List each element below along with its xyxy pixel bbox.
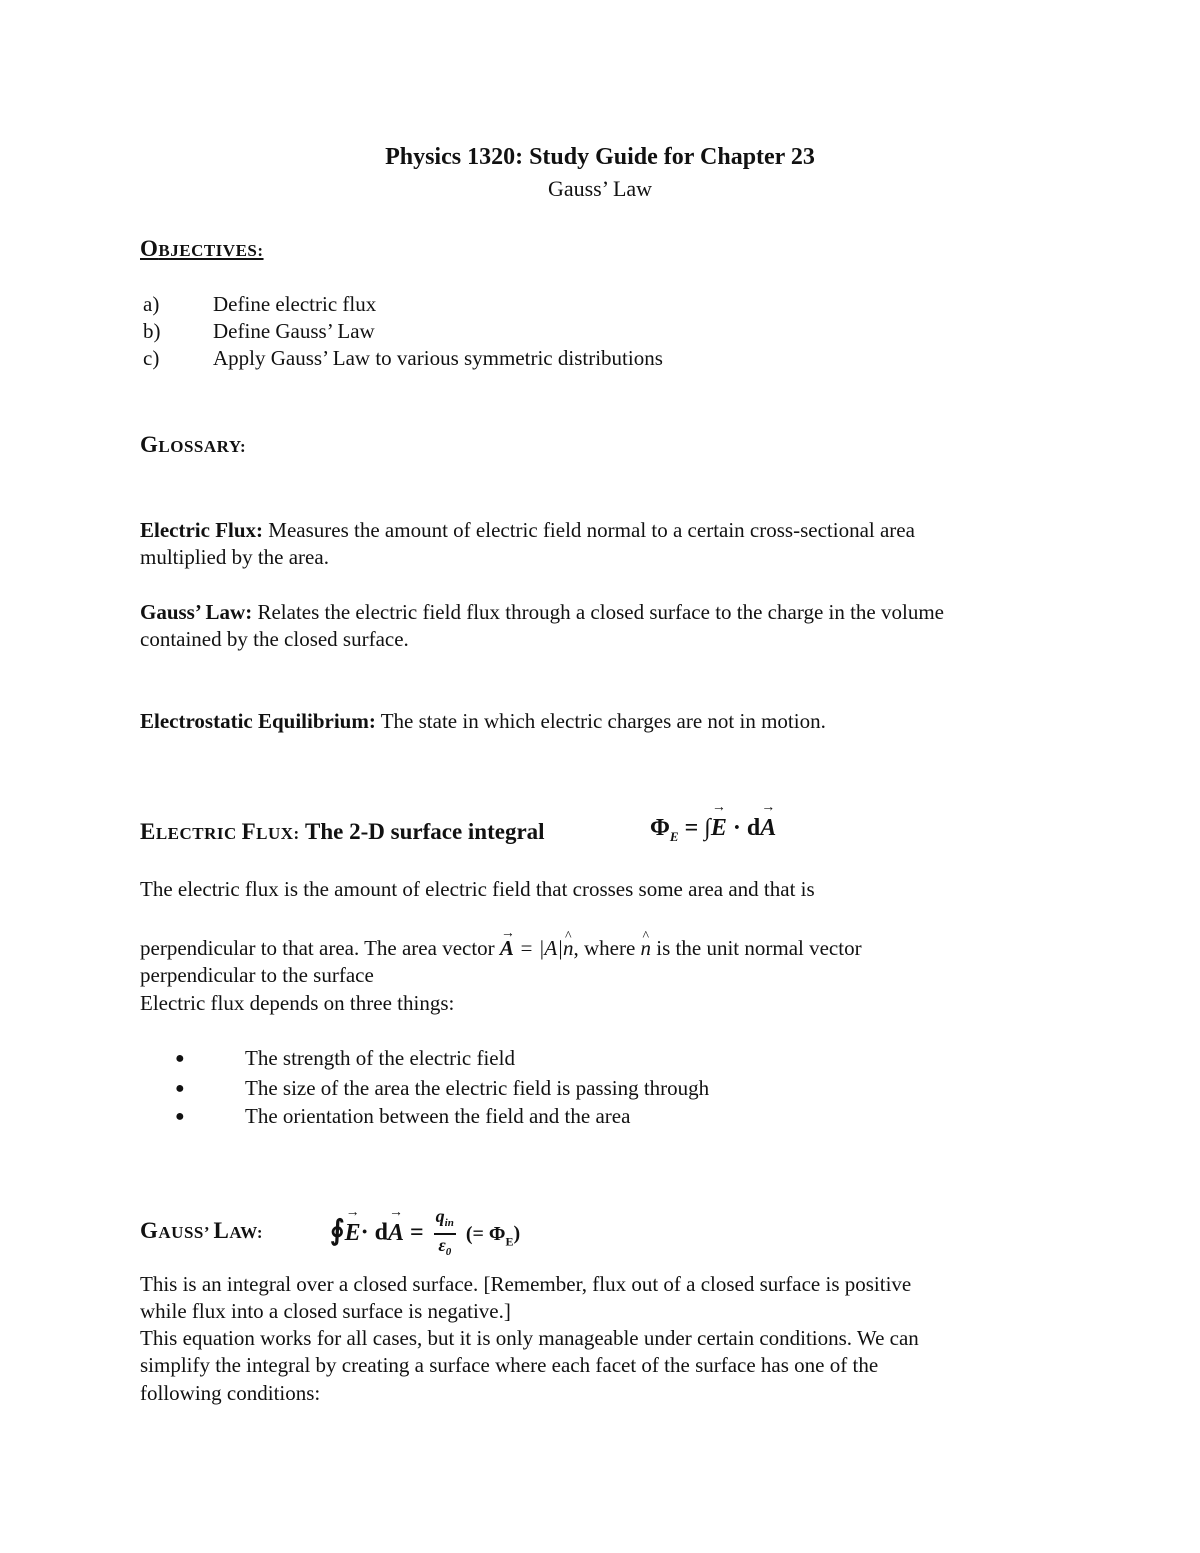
gauss-paragraph: This is an integral over a closed surface. [Remember, flux out of a closed surface is positive [140,1272,912,1296]
page-subtitle: Gauss’ Law [547,176,653,201]
glossary-entry-gauss-law: Gauss’ Law: Relates the electric field flux through a closed surface to the charge in the volume [140,600,944,624]
page-title: Physics 1320: Study Guide for Chapter 23 [385,144,815,170]
glossary-entry-line: multiplied by the area. [140,545,329,569]
gauss-paragraph: simplify the integral by creating a surface where each facet of the surface has one of the [140,1353,879,1377]
bullet-icon: ● [175,1108,185,1125]
flux-paragraph: The electric flux is the amount of electric field that crosses some area and that is [140,877,815,901]
list-item: ● The orientation between the field and the area [175,1104,631,1128]
glossary-entry-line: contained by the closed surface. [140,627,409,651]
flux-paragraph: perpendicular to that area. The area vector → A = |A|^ n, where ^ n is the unit normal vector [140,935,862,962]
objective-item: a) Define electric flux [143,292,377,316]
electric-flux-heading: ELECTRIC FLUX: The 2-D surface integral [140,819,545,844]
gauss-paragraph: This equation works for all cases, but it is only manageable under certain conditions. We can [140,1326,919,1350]
fraction: $\frac{q_{in}}{\varepsilon_0}$ [435,1206,454,1259]
flux-equation: $\Phi_E$ = ∫→ E · d→ A [650,815,776,845]
glossary-heading: GLOSSARY: [140,432,247,457]
gauss-law-heading: GAUSS’ LAW: [140,1218,263,1243]
objective-item: b) Define Gauss’ Law [143,319,375,343]
bullet-icon: ● [175,1050,185,1067]
list-item: ● The strength of the electric field [175,1046,515,1070]
gauss-law-equation: ∮→ E· d→ A = $\frac{q_{in}}{\varepsilon_0}$ (= $\Phi_E$) [330,1206,520,1262]
flux-paragraph: perpendicular to the surface [140,963,374,987]
flux-paragraph: Electric flux depends on three things: [140,991,455,1015]
objectives-heading: OBJECTIVES: [140,236,264,261]
list-item: ● The size of the area the electric field is passing through [175,1076,710,1100]
bullet-icon: ● [175,1080,185,1097]
gauss-paragraph: following conditions: [140,1381,321,1405]
glossary-entry-electric-flux: Electric Flux: Measures the amount of electric field normal to a certain cross-sectional area [140,518,915,542]
gauss-paragraph: while flux into a closed surface is negative.] [140,1299,511,1323]
glossary-entry-electrostatic-equilibrium: Electrostatic Equilibrium: The state in which electric charges are not in motion. [140,709,826,733]
objective-item: c) Apply Gauss’ Law to various symmetric distributions [143,346,663,370]
